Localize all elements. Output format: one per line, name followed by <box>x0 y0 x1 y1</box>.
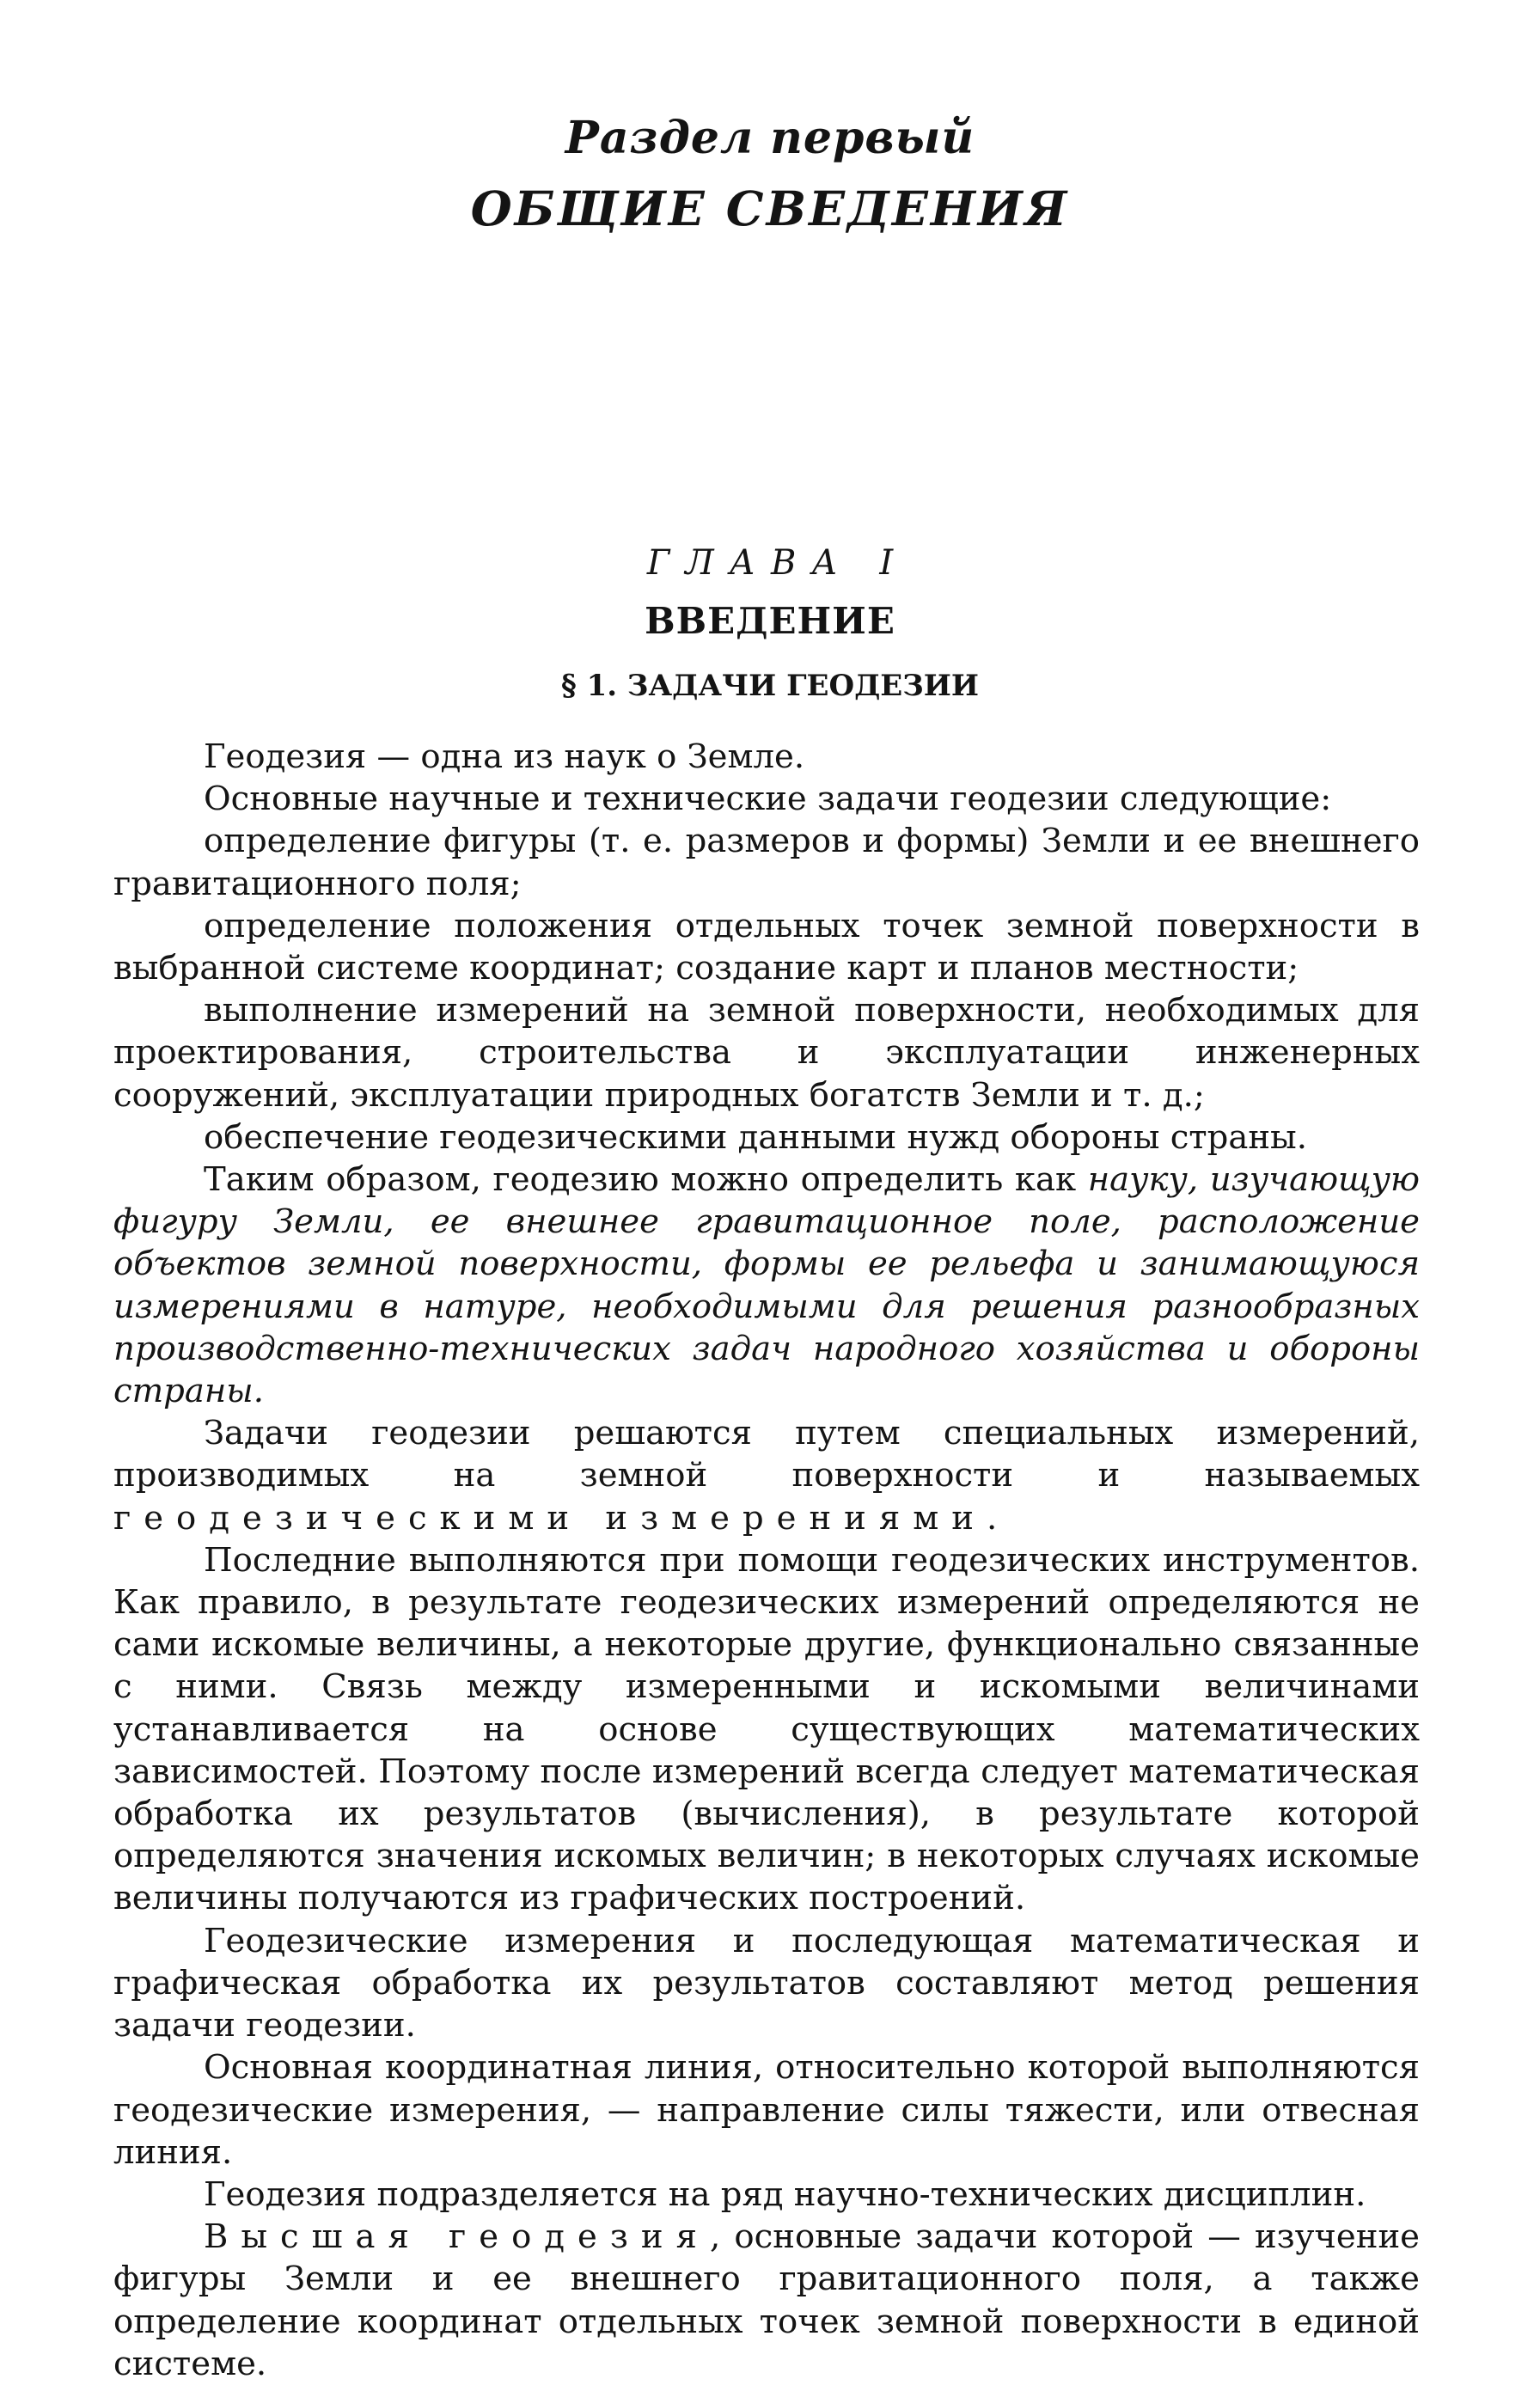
body-paragraph-13 <box>113 2216 1420 2385</box>
body-paragraph-12: Геодезия подразделяется на ряд научно-технических дисциплин. <box>204 2174 1366 2214</box>
body-paragraph-3: определение фигуры (т. е. размеров и формы) Земли и ее внешнего гравитационного поля; <box>113 822 1420 903</box>
body-paragraph-8 <box>113 1412 1420 1539</box>
section-title: ОБЩИЕ СВЕДЕНИЯ <box>470 180 1070 236</box>
body-paragraph-11: Основная координатная линия, относительно которой выполняются геодезические измерения, — направление силы тяжести, или отвесная линия. <box>113 2048 1420 2172</box>
body-paragraph-10: Геодезические измерения и последующая математическая и графическая обработка их результатов составляют метод решения задачи геодезии. <box>113 1921 1420 2046</box>
body-paragraph-2: Основные научные и технические задачи геодезии следующие: <box>204 780 1332 819</box>
body-paragraph-4: определение положения отдельных точек земной поверхности в выбранной системе координат; создание карт и планов местности; <box>113 906 1420 988</box>
term-higher-geodesy: Высшая геодезия <box>204 2217 710 2257</box>
definition-lead: Таким образом, геодезию можно определить как <box>204 1160 1088 1200</box>
body-paragraph-1: Геодезия — одна из наук о Земле. <box>204 737 805 776</box>
term-geodetic-measurements: геодезическими измерениями <box>113 1498 987 1538</box>
body-paragraph-7 <box>113 1159 1420 1412</box>
body-paragraph-6: обеспечение геодезическими данными нужд обороны страны. <box>204 1117 1308 1157</box>
paragraph-13-rest: , основные задачи которой — изучение фигуры Земли и ее внешнего гравитационного поля, а также определение координат отдельных точек земной поверхности в единой системе. <box>113 2217 1420 2383</box>
body-text <box>113 736 1420 2385</box>
chapter-label: ГЛАВА I <box>646 543 909 583</box>
paragraph-8-end: . <box>986 1498 998 1538</box>
body-paragraph-5: выполнение измерений на земной поверхности, необходимых для проектирования, строительства и эксплуатации инженерных сооружений, эксплуатации природных богатств Земли и т. д.; <box>113 991 1420 1115</box>
paragraph-8-lead: Задачи геодезии решаются путем специальных измерений, производимых на земной поверхности и называемых <box>113 1414 1420 1495</box>
section-label: Раздел первый <box>565 112 975 164</box>
paragraph-title: § 1. ЗАДАЧИ ГЕОДЕЗИИ <box>560 669 979 703</box>
chapter-title: ВВЕДЕНИЕ <box>645 600 895 642</box>
definition-italic: науку, изучающую фигуру Земли, ее внешнее гравитационное поле, расположение объектов земной поверхности, формы ее рельефа и занимающуюся измерениями в натуре, необходимыми для решения разнообразных производственно-технических задач народного хозяйства и обороны страны. <box>113 1160 1420 1411</box>
body-paragraph-9: Последние выполняются при помощи геодезических инструментов. Как правило, в результате геодезических измерений определяются не сами искомые величины, а некоторые другие, функционально связанные с ними. Связь между измеренными и искомыми величинами устанавливается на основе существующих математических зависимостей. Поэтому после измерений всегда следует математическая обработка их результатов (вычисления), в результате которой определяются значения искомых величин; в некоторых случаях искомые величины получаются из графических построений. <box>113 1540 1420 1918</box>
